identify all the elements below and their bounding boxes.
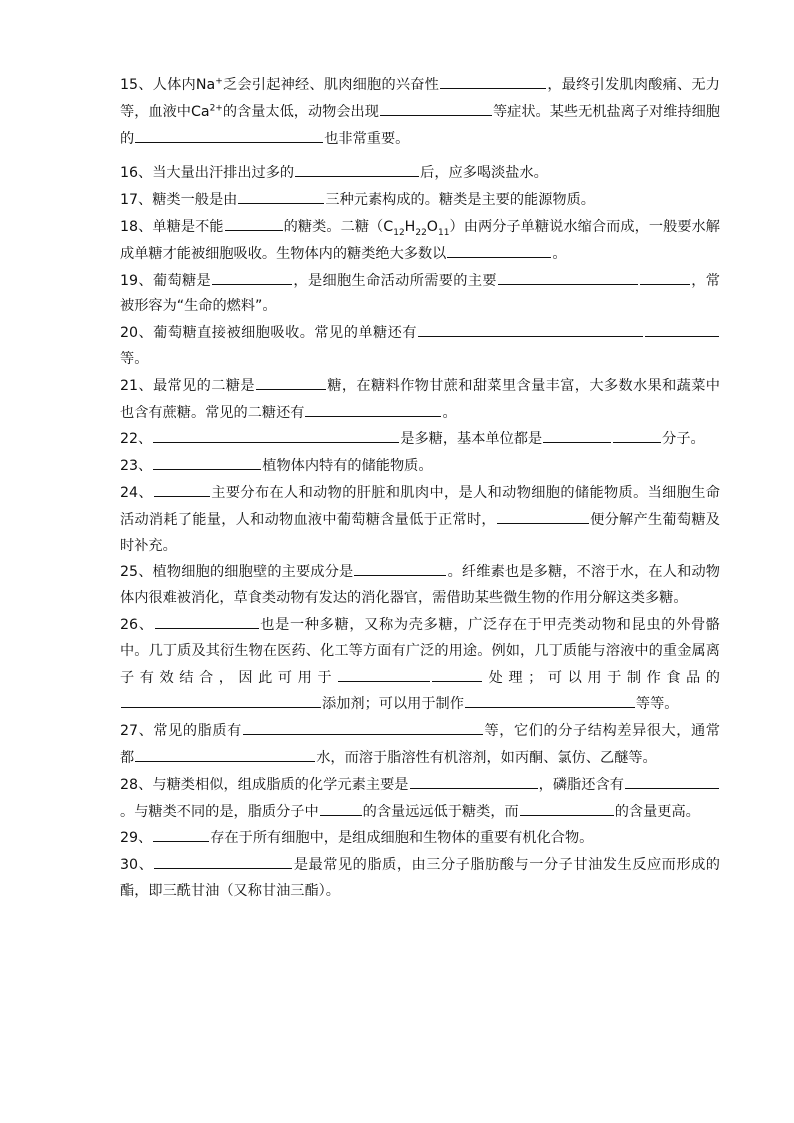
answer-blank[interactable] [432, 665, 482, 682]
answer-blank[interactable] [256, 373, 326, 390]
answer-blank[interactable] [135, 745, 315, 762]
answer-blank[interactable] [497, 507, 589, 524]
answer-blank[interactable] [295, 160, 419, 177]
question-16: 16、当大量出汗排出过多的 后，应多喝淡盐水。 [120, 160, 720, 187]
question-23: 23、 植物体内特有的储能物质。 [120, 453, 720, 480]
answer-blank[interactable] [154, 852, 292, 869]
answer-blank[interactable] [410, 772, 538, 789]
answer-blank[interactable] [153, 825, 209, 842]
answer-blank[interactable] [418, 320, 643, 337]
answer-blank[interactable] [155, 612, 259, 629]
question-26: 26、 也是一种多糖，又称为壳多糖，广泛存在于甲壳类动物和昆虫的外骨骼中。几丁质及其衍生物在医药、化工等方面有广泛的用途。例如，几丁质能与溶液中的重金属离子有效结合，因此可用于 处理；可以用于制作食品的添加剂；可以用于制作 等等。 [120, 612, 720, 718]
question-15: 15、人体内Na+乏会引起神经、肌肉细胞的兴奋性 ，最终引发肌肉酸痛、无力等，血液中$Ca^{2+}$的含量太低，动物会出现 等症状。某些无机盐离子对维持细胞的 也非常重要。 [120, 72, 720, 152]
document-page [120, 72, 720, 905]
answer-blank[interactable] [645, 320, 719, 337]
answer-blank[interactable] [305, 400, 441, 417]
answer-blank[interactable] [320, 799, 362, 816]
question-17: 17、糖类一般是由 三种元素构成的。糖类是主要的能源物质。 [120, 187, 720, 214]
answer-blank[interactable] [238, 187, 324, 204]
answer-blank[interactable] [153, 426, 399, 443]
answer-blank[interactable] [380, 99, 492, 116]
answer-blank[interactable] [135, 126, 323, 143]
answer-blank[interactable] [243, 718, 483, 735]
question-28: 28、与糖类相似，组成脂质的化学元素主要是 ，磷脂还含有。与糖类不同的是，脂质分子中 的含量远远低于糖类，而 的含量更高。 [120, 772, 720, 826]
answer-blank[interactable] [225, 214, 283, 231]
answer-blank[interactable] [121, 691, 321, 708]
answer-blank[interactable] [498, 268, 638, 285]
answer-blank[interactable] [640, 268, 690, 285]
question-30: 30、 是最常见的脂质，由三分子脂肪酸与一分子甘油发生反应而形成的酯，即三酰甘油（又称甘油三酯）。 [120, 852, 720, 905]
answer-blank[interactable] [543, 426, 611, 443]
answer-blank[interactable] [440, 72, 546, 89]
question-20: 20、葡萄糖直接被细胞吸收。常见的单糖还有等。 [120, 320, 720, 373]
answer-blank[interactable] [625, 772, 719, 789]
question-24: 24、 主要分布在人和动物的肝脏和肌肉中，是人和动物细胞的储能物质。当细胞生命活动消耗了能量，人和动物血液中葡萄糖含量低于正常时， 便分解产生葡萄糖及时补充。 [120, 480, 720, 559]
answer-blank[interactable] [520, 799, 614, 816]
question-18: 18、单糖是不能 的糖类。二糖$(C_{12}H_{22}O_{11})$由两分子单糖说水缩合而成，一般要水解成单糖才能被细胞吸收。生物体内的糖类绝大多数以 。 [120, 214, 720, 268]
question-25: 25、植物细胞的细胞壁的主要成分是 。纤维素也是多糖，不溶于水，在人和动物体内很难被消化，草食类动物有发达的消化器官，需借助某些微生物的作用分解这类多糖。 [120, 559, 720, 612]
answer-blank[interactable] [465, 691, 635, 708]
question-22: 22、 是多糖，基本单位都是 分子。 [120, 426, 720, 453]
answer-blank[interactable] [153, 453, 261, 470]
question-29: 29、 存在于所有细胞中，是组成细胞和生物体的重要有机化合物。 [120, 825, 720, 852]
answer-blank[interactable] [447, 241, 551, 258]
question-21: 21、最常见的二糖是 糖，在糖料作物甘蔗和甜菜里含量丰富，大多数水果和蔬菜中也含有蔗糖。常见的二糖还有 。 [120, 373, 720, 427]
answer-blank[interactable] [354, 559, 446, 576]
answer-blank[interactable] [338, 665, 430, 682]
answer-blank[interactable] [613, 426, 661, 443]
question-19: 19、葡萄糖是 ，是细胞生命活动所需要的主要 ，常被形容为“生命的燃料”。 [120, 268, 720, 321]
answer-blank[interactable] [212, 268, 292, 285]
question-27: 27、常见的脂质有 等，它们的分子结构差异很大，通常都 水，而溶于脂溶性有机溶剂，如丙酮、氯仿、乙醚等。 [120, 718, 720, 772]
answer-blank[interactable] [154, 480, 210, 497]
